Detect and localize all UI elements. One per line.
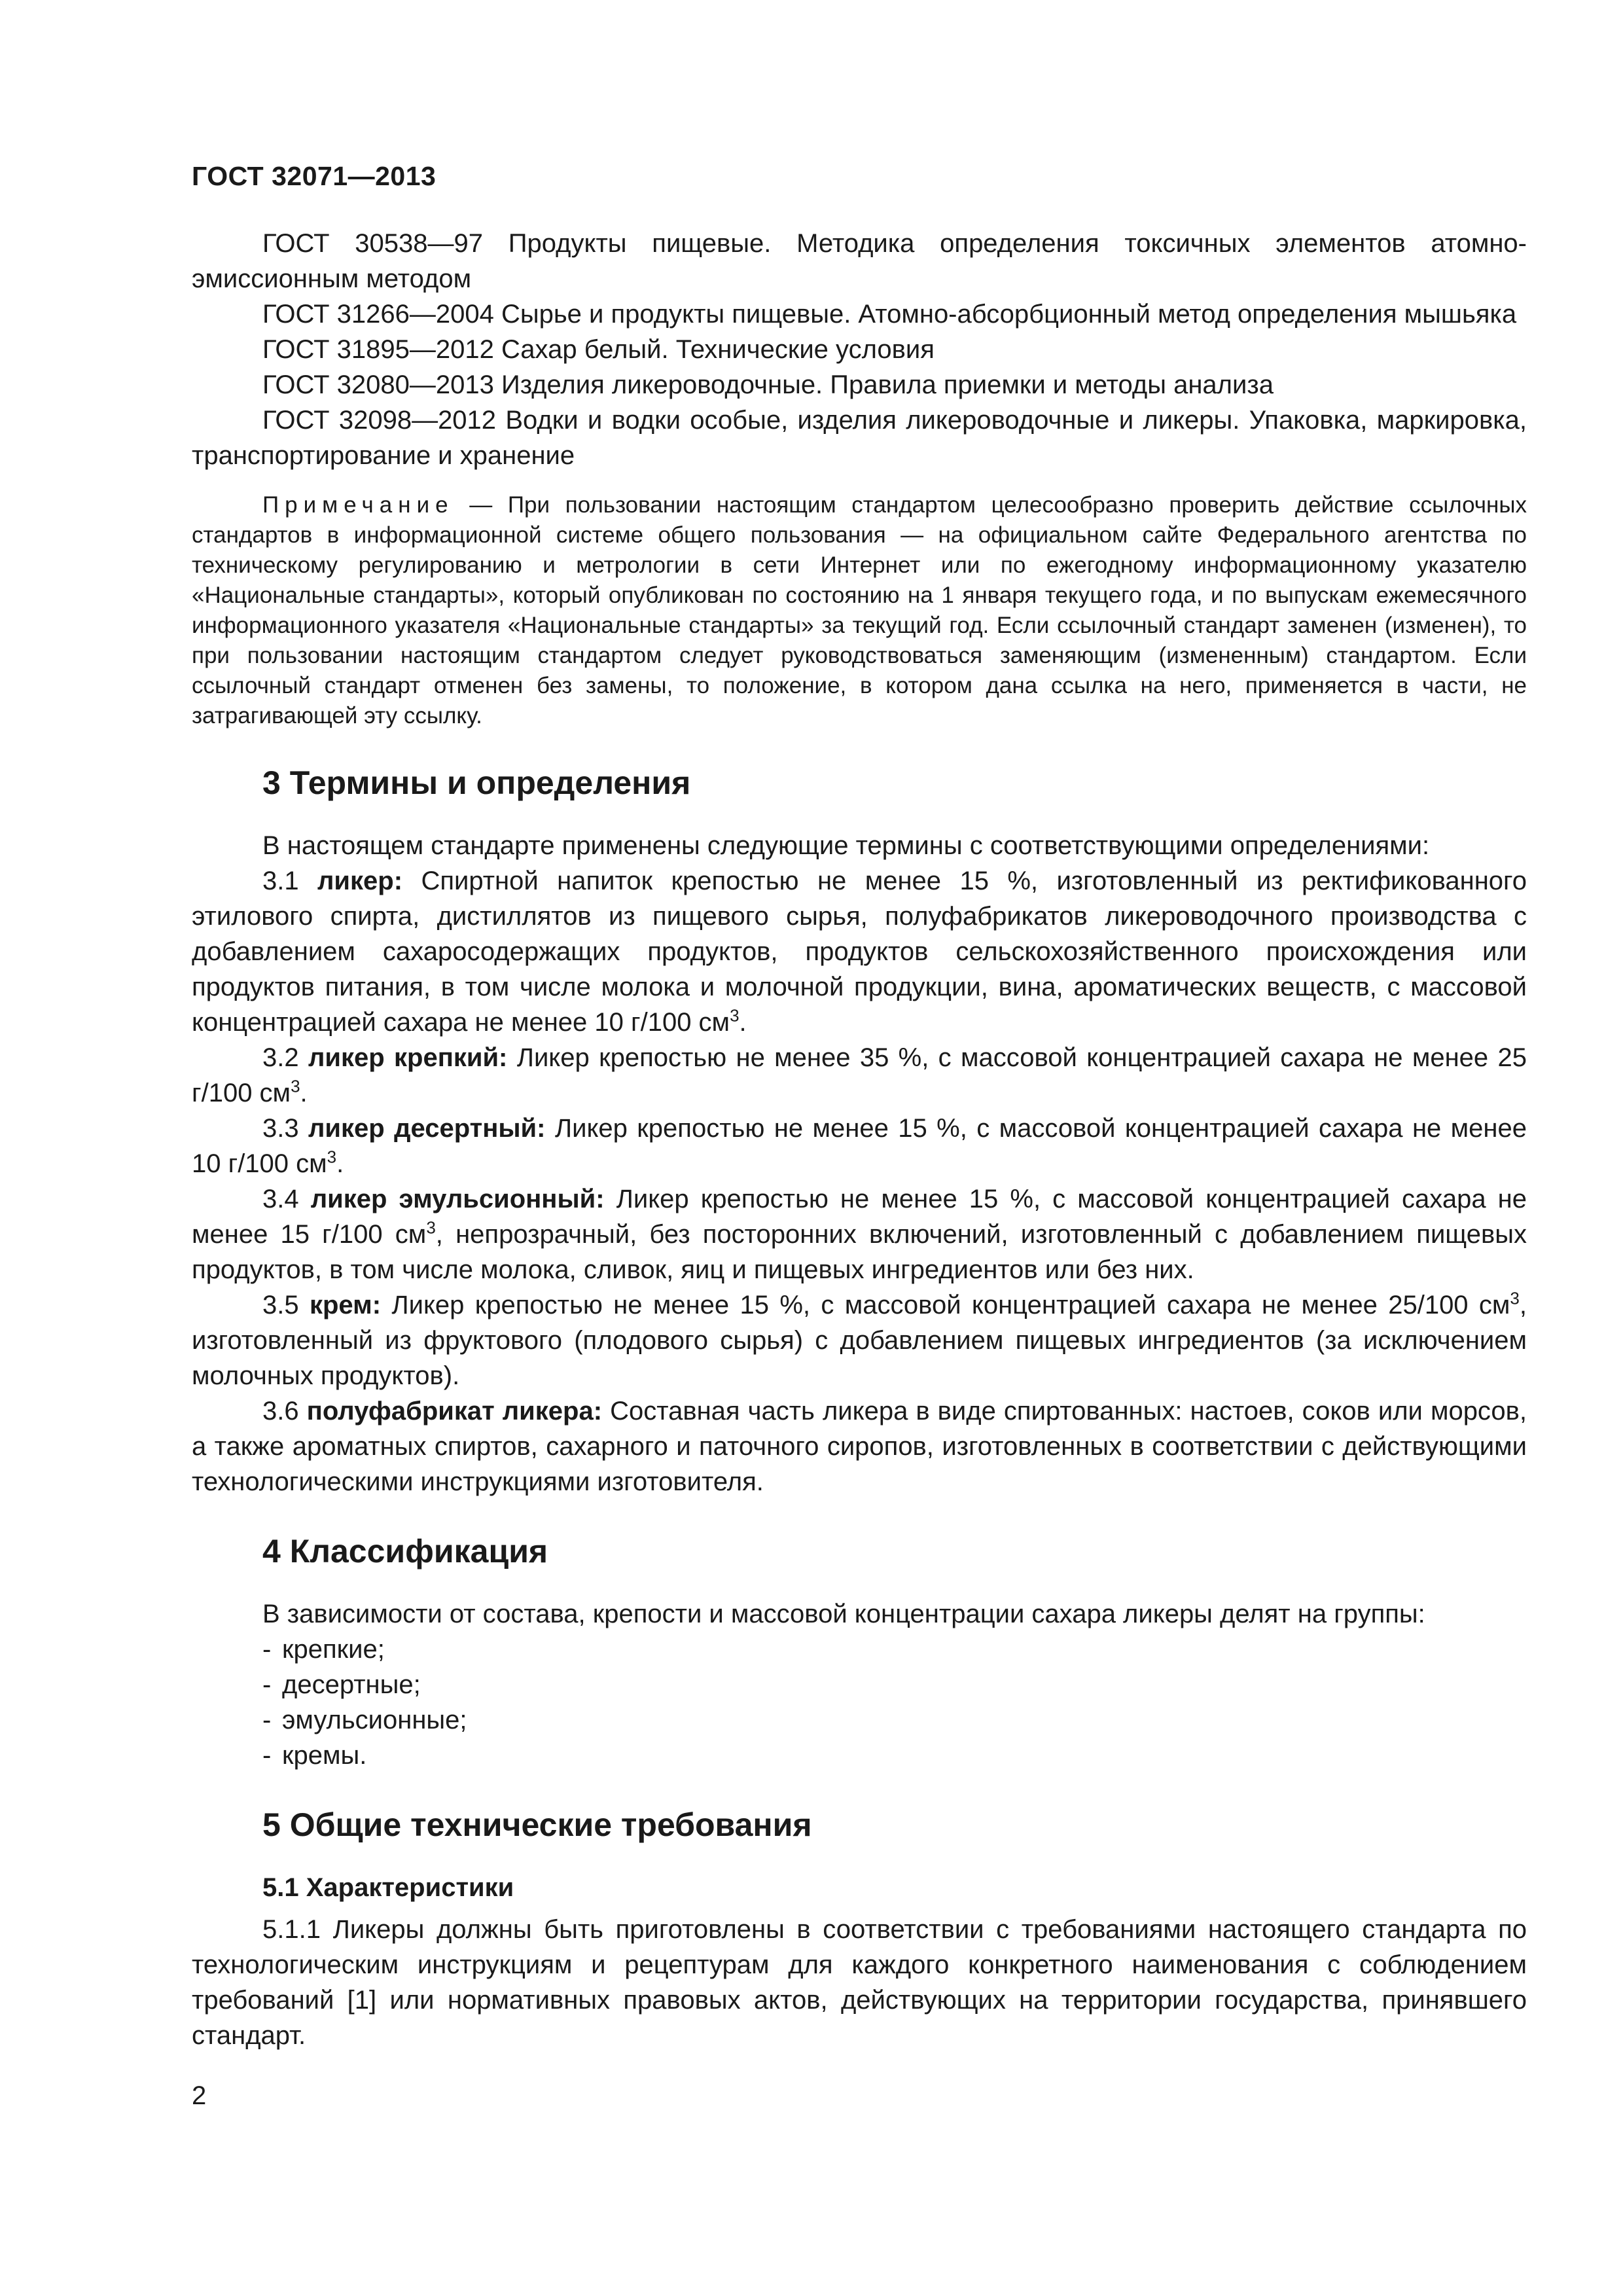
section-3-title: 3 Термины и определения (262, 764, 691, 801)
list-item (262, 1632, 1527, 1667)
section-4-title: 4 Классификация (262, 1533, 548, 1570)
term-name: ликер: (317, 867, 403, 895)
list-dash: - (262, 1670, 272, 1699)
document-body (192, 226, 1527, 2053)
list-item (262, 1738, 1527, 1773)
list-item (262, 1667, 1527, 1702)
term-text: Ликер крепостью не менее 15 %, с массовой концентрацией сахара не менее 25/100 см (381, 1291, 1510, 1319)
term-text: Составная часть ликера в виде спиртованных: настоев, соков или морсов, а также ароматных спиртов, сахарного и паточного сиропов, изготовленных в соответствии с действующими технологическими инструкциями изготовителя. (192, 1397, 1527, 1496)
list-item-text: кремы. (282, 1741, 367, 1770)
term-number: 3.1 (262, 867, 318, 895)
list-dash: - (262, 1741, 272, 1770)
reference-item: ГОСТ 32080—2013 Изделия ликероводочные. Правила приемки и методы анализа (262, 370, 1274, 399)
reference-item: ГОСТ 31895—2012 Сахар белый. Технические условия (262, 335, 935, 364)
list-item (262, 1702, 1527, 1738)
term-superscript: 3 (327, 1147, 337, 1167)
term-text: Спиртной напиток крепостью не менее 15 %, изготовленный из ректификованного этилового спирта, дистиллятов из пищевого сырья, полуфабрикатов ликероводочного производства с добавлением сахаросодержащих продуктов, продуктов сельскохозяйственного происхождения или продуктов питания, в том числе молока и молочной продукции, вина, ароматических веществ, с массовой концентрацией сахара не менее 10 г/100 см (192, 867, 1527, 1037)
term-number: 3.2 (262, 1043, 308, 1072)
term-definition (192, 1393, 1527, 1499)
term-number: 3.5 (262, 1291, 310, 1319)
term-definition (192, 1111, 1527, 1181)
reference-item: ГОСТ 31266—2004 Сырье и продукты пищевые. Атомно-абсорбционный метод определения мышьяка (262, 300, 1517, 329)
term-tail: , непрозрачный, без посторонних включений, изготовленный с добавлением пищевых продуктов, в том числе молока, сливок, яиц и пищевых ингредиентов или без них. (192, 1220, 1527, 1284)
list-dash: - (262, 1635, 272, 1664)
term-definition (192, 1181, 1527, 1287)
document-header: ГОСТ 32071—2013 (192, 161, 437, 191)
list-dash: - (262, 1706, 272, 1734)
list-item-text: десертные; (282, 1670, 421, 1699)
subsection-5-1-title: 5.1 Характеристики (262, 1873, 514, 1902)
term-name: ликер десертный: (308, 1114, 546, 1143)
term-superscript: 3 (730, 1005, 740, 1026)
term-number: 3.6 (262, 1397, 307, 1426)
paragraph-5-1-1: 5.1.1 Ликеры должны быть приготовлены в соответствии с требованиями настоящего стандарта по технологическим инструкциям и рецептурам для каждого конкретного наименования с соблюдением требований [1] или нормативных правовых актов, действующих на территории государства, принявшего стандарт. (192, 1915, 1527, 2050)
page-number: 2 (192, 2081, 207, 2110)
term-name: крем: (309, 1291, 382, 1319)
note-paragraph (192, 490, 1527, 731)
term-number: 3.3 (262, 1114, 309, 1143)
term-tail: , изготовленный из фруктового (плодового сырья) с добавлением пищевых ингредиентов (за исключением молочных продуктов). (192, 1291, 1527, 1390)
note-text: — При пользовании настоящим стандартом целесообразно проверить действие ссылочных стандартов в информационной системе общего пользования — на официальном сайте Федерального агентства по техническому регулированию и метрологии в сети Интернет или по ежегодному информационному указателю «Национальные стандарты», который опубликован по состоянию на 1 января текущего года, и по выпускам ежемесячного информационного указателя «Национальные стандарты» за текущий год. Если ссылочный стандарт заменен (изменен), то при пользовании настоящим стандартом следует руководствоваться заменяющим (измененным) стандартом. Если ссылочный стандарт отменен без замены, то положение, в котором дана ссылка на него, применяется в части, не затрагивающей эту ссылку. (192, 492, 1527, 728)
term-text: Ликер крепостью не менее 15 %, с массовой концентрацией сахара не менее 10 г/100 см (192, 1114, 1527, 1178)
term-name: полуфабрикат ликера: (306, 1397, 603, 1426)
term-definition (192, 1287, 1527, 1393)
section-4-intro: В зависимости от состава, крепости и массовой концентрации сахара ликеры делят на группы: (262, 1600, 1425, 1628)
term-tail: . (300, 1079, 308, 1107)
term-definition (192, 1040, 1527, 1111)
term-tail: . (739, 1008, 747, 1037)
term-name: ликер эмульсионный: (310, 1185, 605, 1213)
section-5-title: 5 Общие технические требования (262, 1806, 812, 1843)
term-tail: . (336, 1149, 344, 1178)
term-superscript: 3 (426, 1217, 436, 1238)
term-name: ликер крепкий: (308, 1043, 508, 1072)
term-number: 3.4 (262, 1185, 311, 1213)
term-text: Ликер крепостью не менее 35 %, с массовой концентрацией сахара не менее 25 г/100 см (192, 1043, 1527, 1107)
note-label: Примечание (262, 492, 454, 518)
list-item-text: крепкие; (282, 1635, 385, 1664)
term-superscript: 3 (1510, 1288, 1520, 1308)
reference-item: ГОСТ 30538—97 Продукты пищевые. Методика определения токсичных элементов атомно-эмиссионным методом (192, 229, 1527, 293)
section-3-intro: В настоящем стандарте применены следующие термины с соответствующими определениями: (262, 831, 1430, 860)
term-definition (192, 863, 1527, 1040)
term-superscript: 3 (291, 1076, 300, 1096)
list-item-text: эмульсионные; (282, 1706, 467, 1734)
term-text: Ликер крепостью не менее 15 %, с массовой концентрацией сахара не менее 15 г/100 см (192, 1185, 1527, 1249)
reference-item: ГОСТ 32098—2012 Водки и водки особые, изделия ликероводочные и ликеры. Упаковка, маркировка, транспортирование и хранение (192, 406, 1527, 470)
